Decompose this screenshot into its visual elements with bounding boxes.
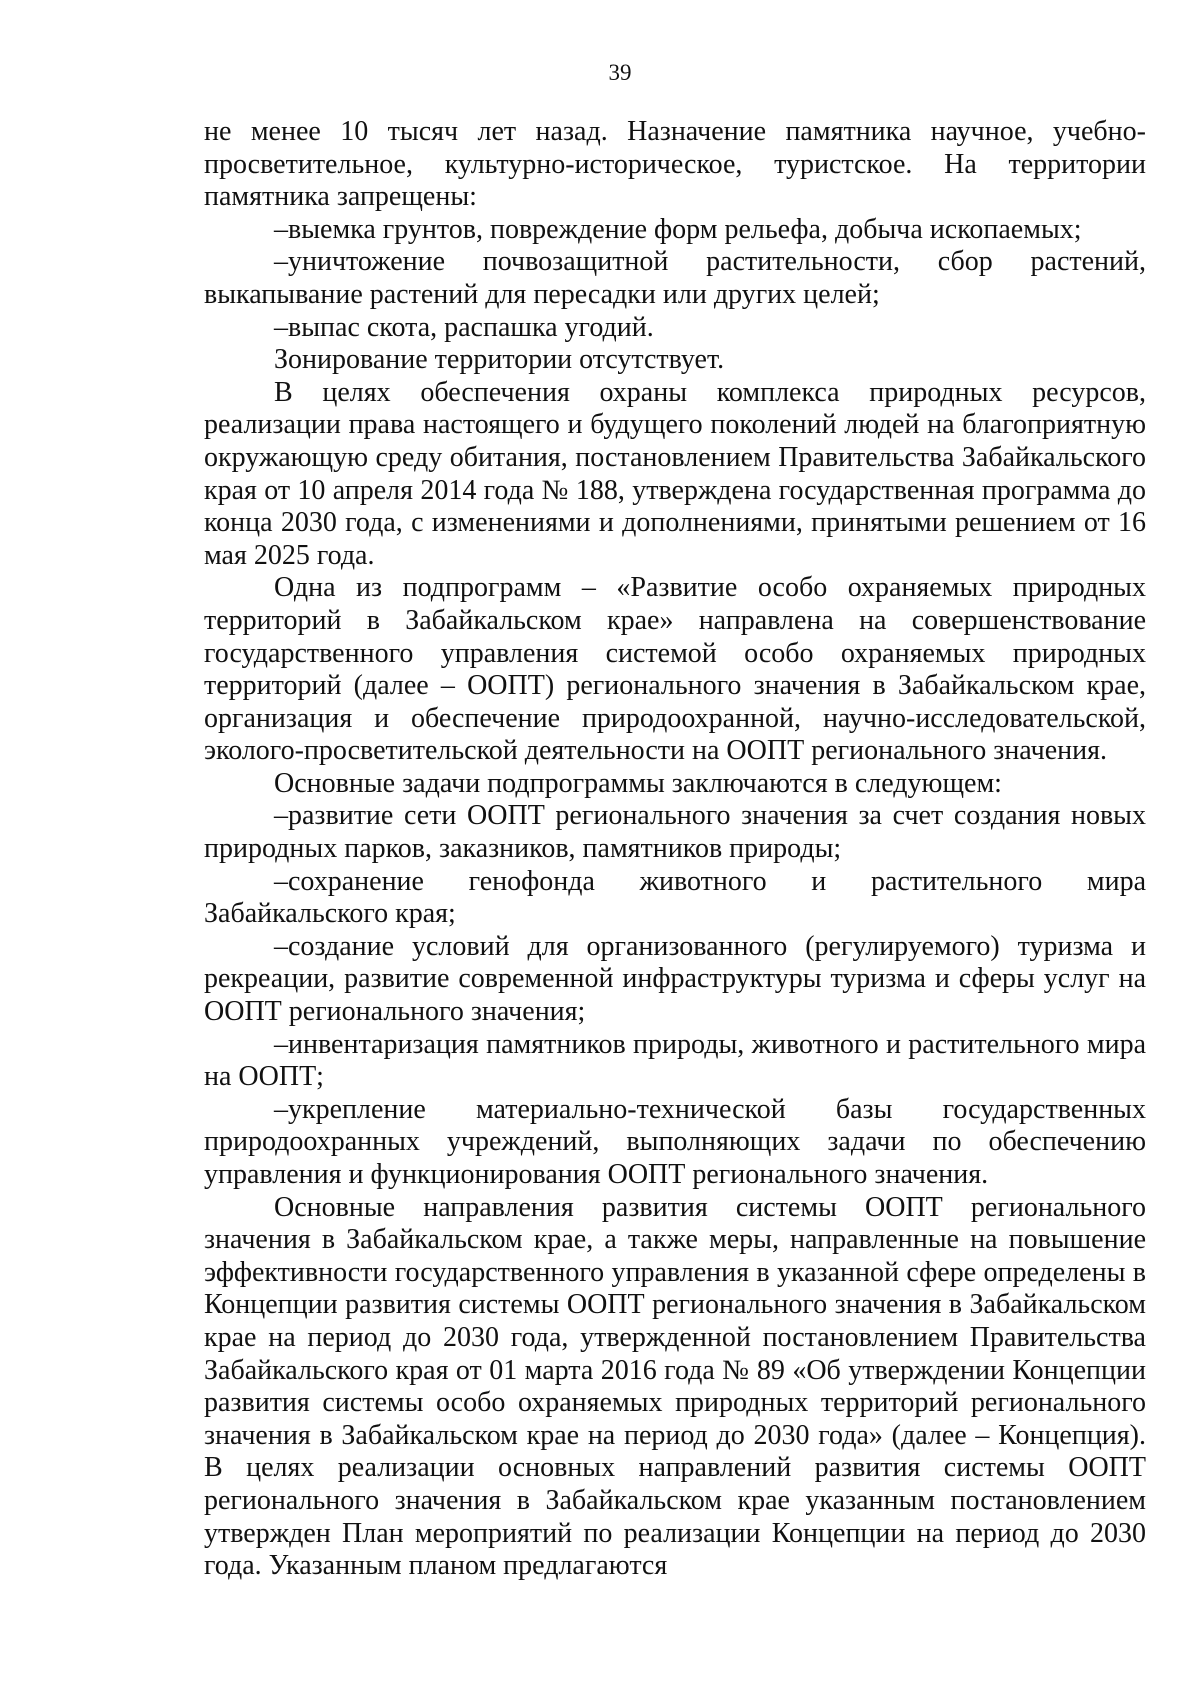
page-number: 39 [608, 60, 632, 85]
paragraph-concept: Основные направления развития системы ООПТ регионального значения в Забайкальском крае, а также меры, направленные на повышение эффективности государственного управления в указанной сфере определены в Концепции развития системы ООПТ регионального значения в Забайкальском крае на период до 2030 года, утвержденной постановлением Правительства Забайкальского края от 01 марта 2016 года № 89 «Об утверждении Концепции развития системы особо охраняемых природных территорий регионального значения в Забайкальском крае на период до 2030 года» (далее – Концепция). В целях реализации основных направлений развития системы ООПТ регионального значения в Забайкальском крае указанным постановлением утвержден План мероприятий по реализации Концепции на период до 2030 года. Указанным планом предлагаются [204, 1191, 1146, 1582]
list-item-prohibition-soil: –выемка грунтов, повреждение форм рельефа, добыча ископаемых; [274, 213, 1082, 245]
list-item-infrastructure: –укрепление материально-технической базы государственных природоохранных учреждений, выполняющих задачи по обеспечению управления и функционирования ООПТ регионального значения. [204, 1093, 1146, 1190]
list-item-prohibition-vegetation: –уничтожение почвозащитной растительности, сбор растений, выкапывание растений для пересадки или других целей; [204, 246, 1146, 310]
list-item-tourism: –создание условий для организованного (регулируемого) туризма и рекреации, развитие современной инфраструктуры туризма и сферы услуг на ООПТ регионального значения; [204, 930, 1146, 1028]
paragraph-subprogram: Одна из подпрограмм – «Развитие особо охраняемых природных территорий в Забайкальском крае» направлена на совершенствование государственного управления системой особо охраняемых природных территорий (далее – ООПТ) регионального значения в Забайкальском крае, организация и обеспечение природоохранной, научно-исследовательской, эколого-просветительской деятельности на ООПТ регионального значения. [204, 572, 1146, 767]
list-item-gene-pool: –сохранение генофонда животного и растительного мира Забайкальского края; [204, 865, 1146, 930]
list-item-prohibition-grazing: –выпас скота, распашка угодий. [274, 311, 654, 343]
paragraph-tasks-intro: Основные задачи подпрограммы заключаются в следующем: [274, 767, 1002, 799]
paragraph-state-program: В целях обеспечения охраны комплекса природных ресурсов, реализации права настоящего и будущего поколений людей на благоприятную окружающую среду обитания, постановлением Правительства Забайкальского края от 10 апреля 2014 года № 188, утверждена государственная программа до конца 2030 года, с изменениями и дополнениями, принятыми решением от 16 мая 2025 года. [204, 376, 1146, 571]
document-body [204, 116, 1146, 1583]
paragraph-zoning: Зонирование территории отсутствует. [274, 344, 725, 376]
list-item-inventory: –инвентаризация памятников природы, животного и растительного мира на ООПТ; [204, 1028, 1146, 1093]
paragraph-continuation: не менее 10 тысяч лет назад. Назначение памятника научное, учебно-просветительное, культурно-историческое, туристское. На территории памятника запрещены: [204, 116, 1146, 213]
list-item-network-development: –развитие сети ООПТ регионального значения за счет создания новых природных парков, заказников, памятников природы; [204, 800, 1146, 865]
